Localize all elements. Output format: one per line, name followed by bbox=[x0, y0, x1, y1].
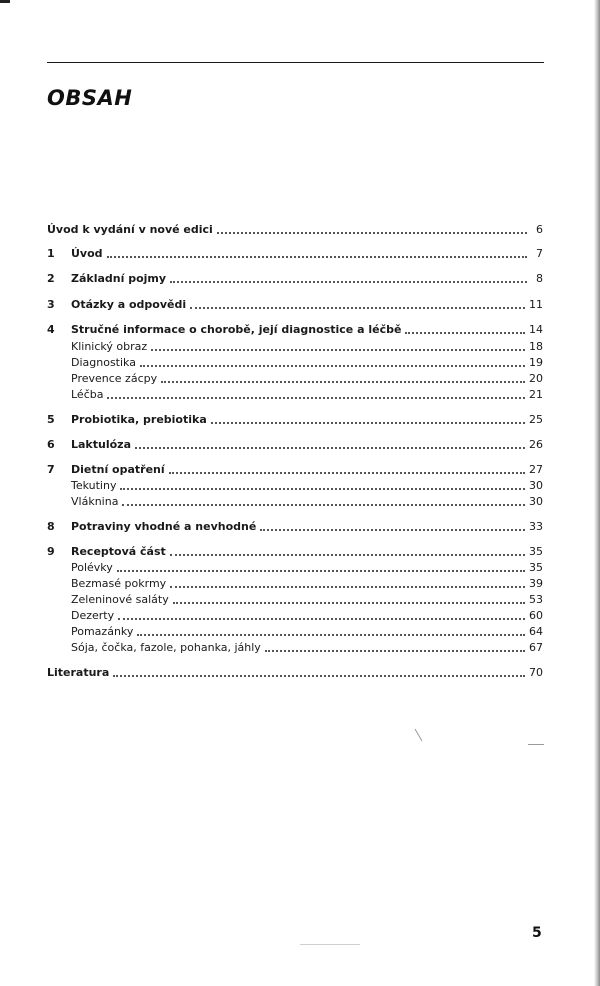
toc-entry-number: 8 bbox=[47, 520, 55, 533]
dot-leader bbox=[170, 586, 525, 588]
dot-leader bbox=[211, 422, 525, 424]
toc-entry-page: 26 bbox=[529, 438, 543, 451]
toc-entry-page: 35 bbox=[529, 561, 543, 574]
toc-entry-number: 3 bbox=[47, 298, 55, 311]
toc-entry-title: Léčba bbox=[71, 388, 104, 401]
dot-leader bbox=[120, 488, 525, 490]
toc-entry-title: Pomazánky bbox=[71, 625, 134, 638]
toc-entry-title: Vláknina bbox=[71, 495, 119, 508]
toc-entry-title: Bezmasé pokrmy bbox=[71, 577, 167, 590]
toc-entry-page: 20 bbox=[529, 372, 543, 385]
toc-entry bbox=[47, 543, 543, 559]
scan-speck bbox=[528, 744, 544, 745]
toc-entry bbox=[47, 296, 543, 312]
toc-entry-title: Sója, čočka, fazole, pohanka, jáhly bbox=[71, 641, 261, 654]
toc-entry-number: 4 bbox=[47, 323, 55, 336]
toc-entry-title: Tekutiny bbox=[71, 479, 117, 492]
toc-entry bbox=[47, 245, 543, 261]
toc-entry-title: Stručné informace o chorobě, její diagnostice a léčbě bbox=[71, 323, 402, 336]
scan-speck bbox=[300, 944, 360, 945]
toc-entry bbox=[47, 321, 543, 337]
toc-entry-title: Úvod bbox=[71, 247, 103, 260]
toc-entry-page: 60 bbox=[529, 609, 543, 622]
toc-entry-page: 19 bbox=[529, 356, 543, 369]
toc-entry-title: Základní pojmy bbox=[71, 272, 167, 285]
toc-entry bbox=[47, 461, 543, 477]
toc-entry-title: Úvod k vydání v nové edici bbox=[47, 223, 213, 236]
toc-entry-page: 25 bbox=[529, 413, 543, 426]
toc-entry-number: 9 bbox=[47, 545, 55, 558]
toc-entry bbox=[47, 411, 543, 427]
toc-entry bbox=[47, 575, 543, 591]
dot-leader bbox=[137, 634, 525, 636]
toc-entry bbox=[47, 493, 543, 509]
toc-entry-page: 30 bbox=[529, 479, 543, 492]
toc-entry-number: 1 bbox=[47, 247, 55, 260]
toc-entry-page: 33 bbox=[529, 520, 543, 533]
dot-leader bbox=[107, 256, 527, 258]
toc-entry-page: 67 bbox=[529, 641, 543, 654]
toc-entry-page: 35 bbox=[529, 545, 543, 558]
dot-leader bbox=[113, 675, 525, 677]
toc-entry-title: Klinický obraz bbox=[71, 340, 148, 353]
dot-leader bbox=[118, 618, 525, 620]
toc-entry bbox=[47, 559, 543, 575]
toc-entry-page: 14 bbox=[529, 323, 543, 336]
toc-entry-page: 7 bbox=[536, 247, 543, 260]
page-number: 5 bbox=[532, 925, 542, 941]
toc-entry bbox=[47, 338, 543, 354]
toc-entry-page: 70 bbox=[529, 666, 543, 679]
toc-entry-title: Prevence zácpy bbox=[71, 372, 158, 385]
toc-entry bbox=[47, 370, 543, 386]
toc-entry-number: 2 bbox=[47, 272, 55, 285]
toc-entry-title: Dietní opatření bbox=[71, 463, 165, 476]
toc-entry-page: 21 bbox=[529, 388, 543, 401]
dot-leader bbox=[260, 529, 525, 531]
toc-entry bbox=[47, 518, 543, 534]
toc-entry bbox=[47, 607, 543, 623]
toc-entry bbox=[47, 477, 543, 493]
dot-leader bbox=[151, 349, 525, 351]
toc-entry bbox=[47, 639, 543, 655]
toc-entry-page: 64 bbox=[529, 625, 543, 638]
dot-leader bbox=[405, 332, 525, 334]
toc-entry-title: Polévky bbox=[71, 561, 113, 574]
toc-entry bbox=[47, 354, 543, 370]
dot-leader bbox=[122, 504, 525, 506]
dot-leader bbox=[107, 397, 525, 399]
toc-entry-title: Zeleninové saláty bbox=[71, 593, 169, 606]
toc-entry bbox=[47, 386, 543, 402]
page-heading: OBSAH bbox=[47, 86, 133, 110]
toc-entry-page: 8 bbox=[536, 272, 543, 285]
toc-entry-number: 5 bbox=[47, 413, 55, 426]
toc-entry bbox=[47, 591, 543, 607]
toc-entry bbox=[47, 436, 543, 452]
toc-entry-title: Diagnostika bbox=[71, 356, 136, 369]
dot-leader bbox=[265, 650, 525, 652]
toc-entry-page: 30 bbox=[529, 495, 543, 508]
toc-entry-title: Laktulóza bbox=[71, 438, 131, 451]
toc-entry-number: 6 bbox=[47, 438, 55, 451]
dot-leader bbox=[170, 554, 525, 556]
dot-leader bbox=[169, 472, 525, 474]
toc-entry-number: 7 bbox=[47, 463, 55, 476]
toc-entry-page: 11 bbox=[529, 298, 543, 311]
dot-leader bbox=[117, 570, 525, 572]
dot-leader bbox=[140, 365, 525, 367]
toc-entry-title: Potraviny vhodné a nevhodné bbox=[71, 520, 257, 533]
dot-leader bbox=[217, 232, 527, 234]
toc-entry bbox=[47, 270, 543, 286]
dot-leader bbox=[190, 307, 525, 309]
dot-leader bbox=[173, 602, 525, 604]
toc-entry-page: 39 bbox=[529, 577, 543, 590]
toc-entry-title: Probiotika, prebiotika bbox=[71, 413, 207, 426]
toc-entry-title: Receptová část bbox=[71, 545, 166, 558]
toc-entry-title: Otázky a odpovědi bbox=[71, 298, 187, 311]
toc-entry-page: 6 bbox=[536, 223, 543, 236]
toc-entry-page: 18 bbox=[529, 340, 543, 353]
dot-leader bbox=[161, 381, 525, 383]
dot-leader bbox=[135, 447, 525, 449]
toc-entry bbox=[47, 623, 543, 639]
dot-leader bbox=[170, 281, 527, 283]
toc-entry-page: 53 bbox=[529, 593, 543, 606]
toc-entry-title: Literatura bbox=[47, 666, 110, 679]
toc-entry-page: 27 bbox=[529, 463, 543, 476]
toc-entry-title: Dezerty bbox=[71, 609, 115, 622]
toc-entry bbox=[47, 221, 543, 237]
toc-entry bbox=[47, 664, 543, 680]
